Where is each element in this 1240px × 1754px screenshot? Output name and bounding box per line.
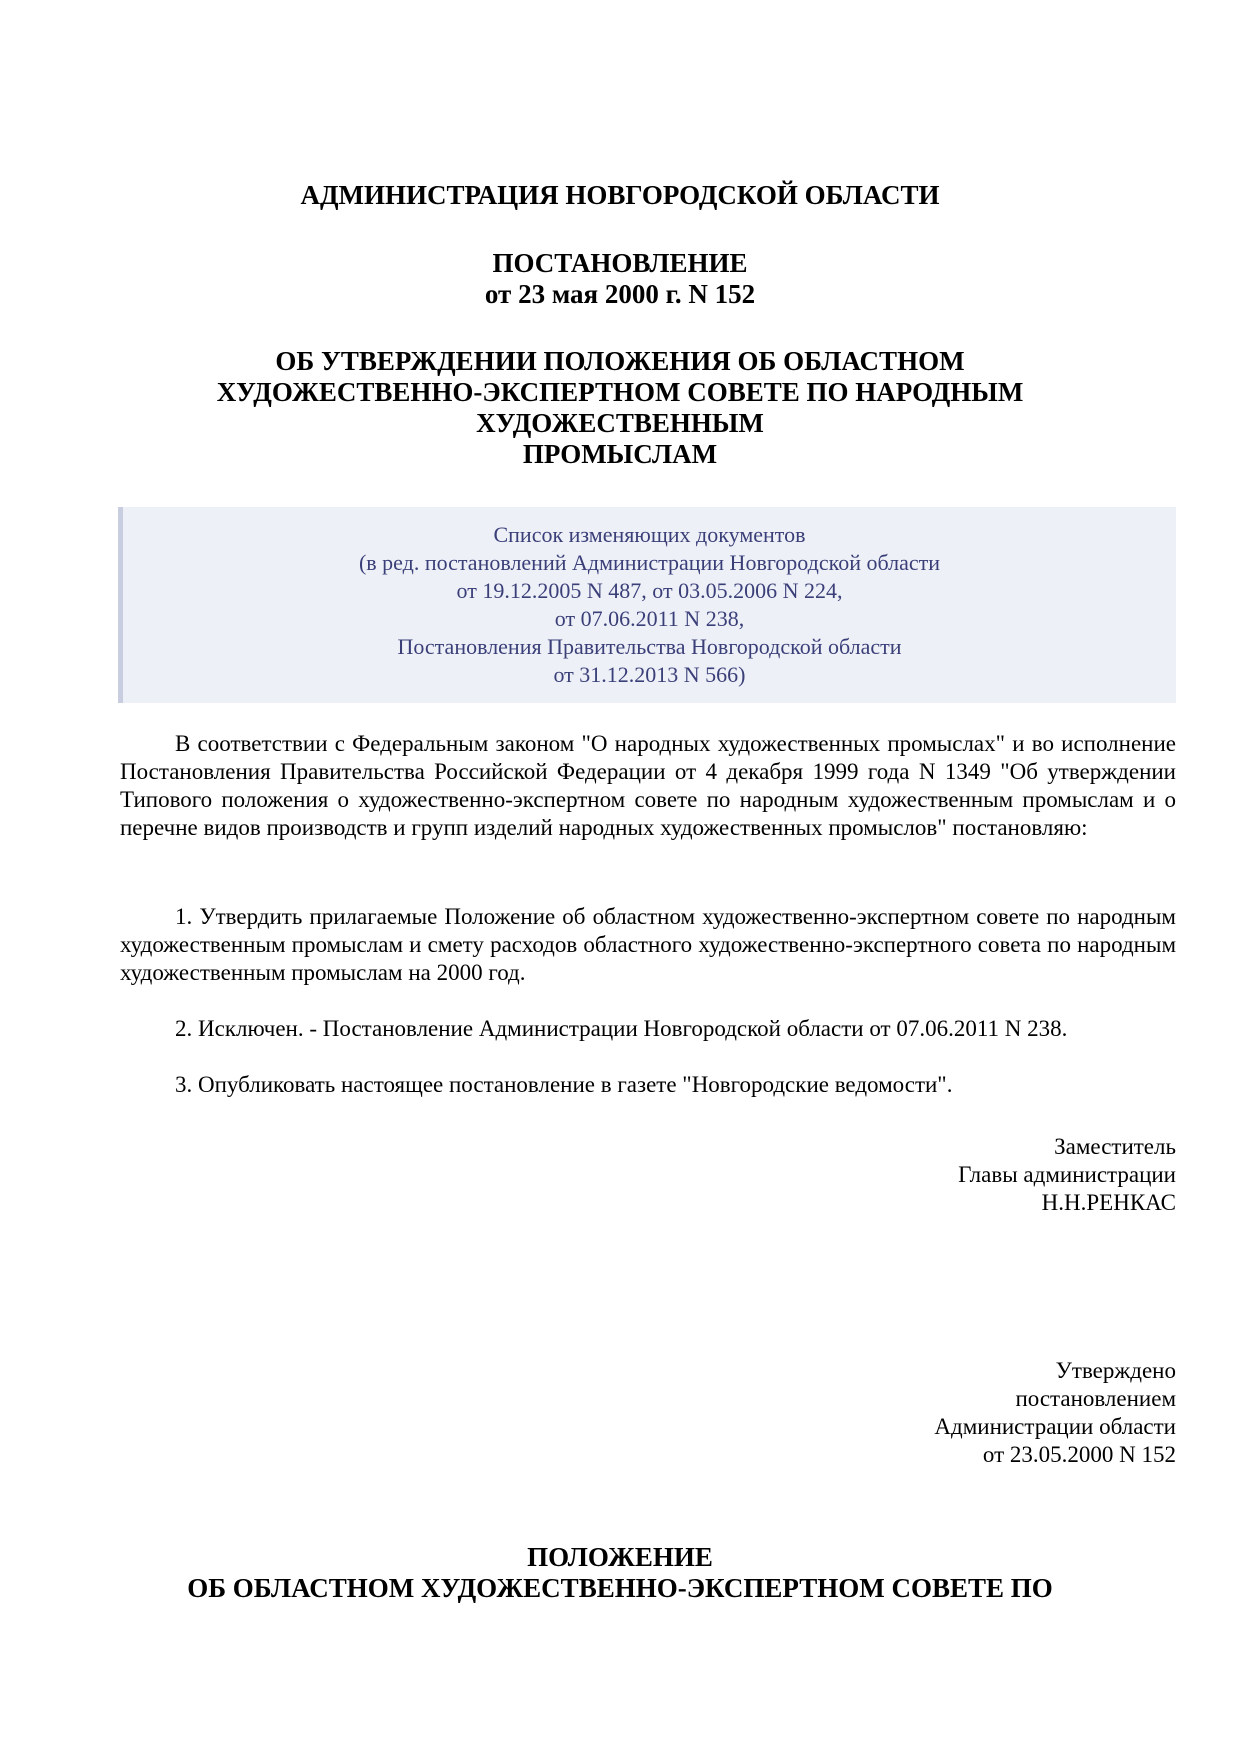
amendments-line: Список изменяющих документов [493, 522, 806, 547]
approval-line: от 23.05.2000 N 152 [982, 1442, 1176, 1467]
signature-line: Н.Н.РЕНКАС [1041, 1190, 1176, 1215]
item-3-paragraph [175, 1071, 952, 1099]
regulation-title-line: ОБ ОБЛАСТНОМ ХУДОЖЕСТВЕННО-ЭКСПЕРТНОМ СОВЕТЕ ПО [187, 1573, 1053, 1603]
approval-line: постановлением [1015, 1386, 1176, 1411]
item-2-paragraph [175, 1015, 1067, 1043]
amendments-line: от 07.06.2011 N 238, [554, 606, 745, 631]
regulation-title-line: ПОЛОЖЕНИЕ [527, 1542, 713, 1572]
amendments-line: от 19.12.2005 N 487, от 03.05.2006 N 224, [456, 578, 843, 603]
amendments-line: (в ред. постановлений Администрации Новгородской области [358, 550, 941, 575]
amendments-box [118, 507, 1176, 703]
amendments-line: Постановления Правительства Новгородской области [397, 634, 902, 659]
document-title-line: ХУДОЖЕСТВЕННЫМ [476, 408, 764, 438]
item-3-text: 3. Опубликовать настоящее постановление в газете "Новгородские ведомости". [175, 1072, 953, 1097]
document-title-line: ОБ УТВЕРЖДЕНИИ ПОЛОЖЕНИЯ ОБ ОБЛАСТНОМ [275, 346, 965, 376]
approval-line: Администрации области [934, 1414, 1176, 1439]
document-title [0, 346, 1240, 470]
preamble-text: В соответствии с Федеральным законом "О народных художественных промыслах" и во исполнение Постановления Правительства Российской Федерации от 4 декабря 1999 года N 1349 "Об утверждении Типового положения о художественно-экспертном совете по народным художественным промыслам и о перечне видов производств и групп изделий народных художественных промыслов" постановляю: [120, 731, 1176, 840]
regulation-title [0, 1542, 1240, 1604]
document-type-block [0, 248, 1240, 310]
approval-block [934, 1357, 1176, 1469]
signature-line: Заместитель [1054, 1134, 1176, 1159]
signature-block [958, 1133, 1176, 1217]
preamble-paragraph [120, 730, 1176, 842]
amendments-line: от 31.12.2013 N 566) [553, 662, 746, 687]
organization-heading [0, 180, 1240, 211]
item-2-text: 2. Исключен. - Постановление Администрации Новгородской области от 07.06.2011 N 238. [175, 1016, 1068, 1041]
document-type: ПОСТАНОВЛЕНИЕ [492, 248, 748, 278]
document-title-line: ХУДОЖЕСТВЕННО-ЭКСПЕРТНОМ СОВЕТЕ ПО НАРОДНЫМ [216, 377, 1024, 407]
signature-line: Главы администрации [958, 1162, 1176, 1187]
approval-line: Утверждено [1055, 1358, 1176, 1383]
organization-name: АДМИНИСТРАЦИЯ НОВГОРОДСКОЙ ОБЛАСТИ [300, 180, 940, 210]
document-title-line: ПРОМЫСЛАМ [522, 439, 718, 469]
document-date: от 23 мая 2000 г. N 152 [484, 279, 756, 309]
item-1-text: 1. Утвердить прилагаемые Положение об областном художественно-экспертном совете по народным художественным промыслам и смету расходов областного художественно-экспертного совета по народным художественным промыслам на 2000 год. [120, 904, 1176, 985]
item-1-paragraph [120, 903, 1176, 987]
